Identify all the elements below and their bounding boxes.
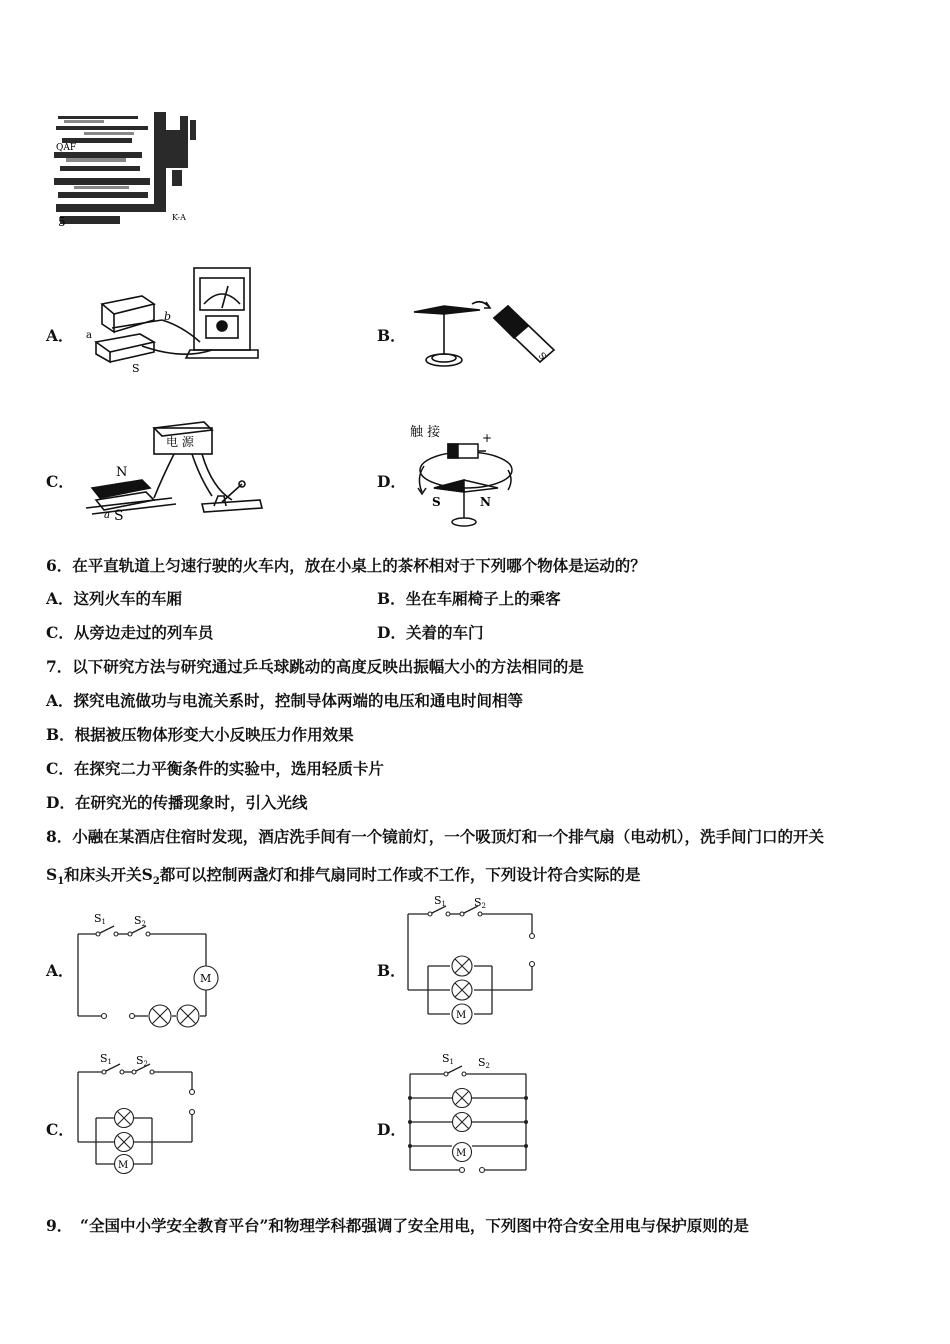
q7-option-a[interactable]: A．探究电流做功与电流关系时，控制导体两端的电压和通电时间相等 <box>46 691 524 710</box>
q9-stem: 9． “全国中小学安全教育平台”和物理学科都强调了安全用电，下列图中符合安全用电与保护原则的是 <box>46 1216 749 1235</box>
q8-d-s1-label: S1 <box>442 1052 455 1066</box>
q8-b-s2-label: S2 <box>474 896 487 910</box>
q5-d-label-n: N <box>480 495 491 509</box>
q8-option-b-letter[interactable]: B． <box>377 961 406 980</box>
q8-b-motor-label: M <box>456 1010 467 1021</box>
q8-d-motor-label: M <box>456 1148 467 1159</box>
q8-stem-s: S <box>46 865 58 884</box>
q5-d-label-plus: + <box>482 431 493 445</box>
q5-a-label-s: S <box>132 362 140 375</box>
q8-stem-end: 都可以控制两盏灯和排气扇同时工作或不工作，下列设计符合实际的是 <box>159 865 641 884</box>
q6-option-c[interactable]: C．从旁边走过的列车员 <box>46 623 214 642</box>
q8-circuit-c <box>70 1048 210 1178</box>
q5-option-c-letter[interactable]: C． <box>46 472 74 491</box>
q5-c-label-power: 电 源 <box>166 435 194 449</box>
q5-figure-b <box>410 296 560 376</box>
q6-option-a[interactable]: A．这列火车的车厢 <box>46 589 183 608</box>
q5-figure-c <box>82 418 272 526</box>
q8-a-motor-label: M <box>200 972 212 985</box>
q6-option-d[interactable]: D．关着的车门 <box>377 623 484 642</box>
q8-b-s1-label: S1 <box>434 894 447 908</box>
q8-c-motor-label: M <box>118 1160 129 1171</box>
q8-stem-line-2 <box>46 863 640 887</box>
top-figure <box>54 108 199 230</box>
q5-option-d-letter[interactable]: D． <box>377 472 406 491</box>
q8-stem-line-1: 8．小融在某酒店住宿时发现，酒店洗手间有一个镜前灯，一个吸顶灯和一个排气扇（电动机），洗手间门口的开关 <box>46 827 825 846</box>
top-figure-drawing <box>54 108 199 230</box>
q8-stem-mid: 和床头开关S <box>64 865 153 884</box>
q6-stem: 6．在平直轨道上匀速行驶的火车内，放在小桌上的茶杯相对于下列哪个物体是运动的？ <box>46 556 646 575</box>
q5-b-label-s: S <box>535 351 548 363</box>
q6-option-b[interactable]: B．坐在车厢椅子上的乘客 <box>377 589 561 608</box>
q8-stem-sub-1: 1 <box>57 876 65 888</box>
q8-circuit-a <box>70 908 220 1028</box>
top-figure-label-3: K-A <box>172 213 186 222</box>
q5-option-b-letter[interactable]: B． <box>377 326 406 345</box>
q8-option-d-letter[interactable]: D． <box>377 1120 406 1139</box>
top-figure-label-1: QAF <box>56 143 77 153</box>
q8-option-c-letter[interactable]: C． <box>46 1120 74 1139</box>
q8-a-s2-label: S2 <box>134 914 147 928</box>
q7-option-b[interactable]: B．根据被压物体形变大小反映压力作用效果 <box>46 725 354 744</box>
q5-a-label-b: b <box>164 310 172 323</box>
q8-d-s2-label: S2 <box>478 1056 491 1070</box>
q5-d-label-s: S <box>432 495 441 509</box>
q5-a-label-a: a <box>86 330 92 341</box>
q8-a-s1-label: S1 <box>94 912 107 926</box>
q8-circuit-d <box>402 1048 542 1178</box>
q7-option-c[interactable]: C．在探究二力平衡条件的实验中，选用轻质卡片 <box>46 759 384 778</box>
q5-c-label-s: S <box>114 508 124 524</box>
q5-figure-a <box>82 264 262 374</box>
q8-circuit-b <box>400 892 550 1034</box>
q5-c-label-n: N <box>116 465 128 480</box>
q5-figure-d <box>408 418 528 530</box>
q5-d-label-touch: 触 接 <box>410 425 441 440</box>
q7-stem: 7．以下研究方法与研究通过乒乓球跳动的高度反映出振幅大小的方法相同的是 <box>46 657 584 676</box>
top-figure-label-2: 5 <box>58 215 66 229</box>
q8-option-a-letter[interactable]: A． <box>46 961 74 980</box>
q8-stem-sub-2: 2 <box>152 876 160 888</box>
q5-c-label-a: a <box>104 510 110 521</box>
q7-option-d[interactable]: D．在研究光的传播现象时，引入光线 <box>46 793 308 812</box>
q8-c-s2-label: S2 <box>136 1054 149 1068</box>
q8-c-s1-label: S1 <box>100 1052 113 1066</box>
q5-option-a-letter[interactable]: A． <box>46 326 74 345</box>
